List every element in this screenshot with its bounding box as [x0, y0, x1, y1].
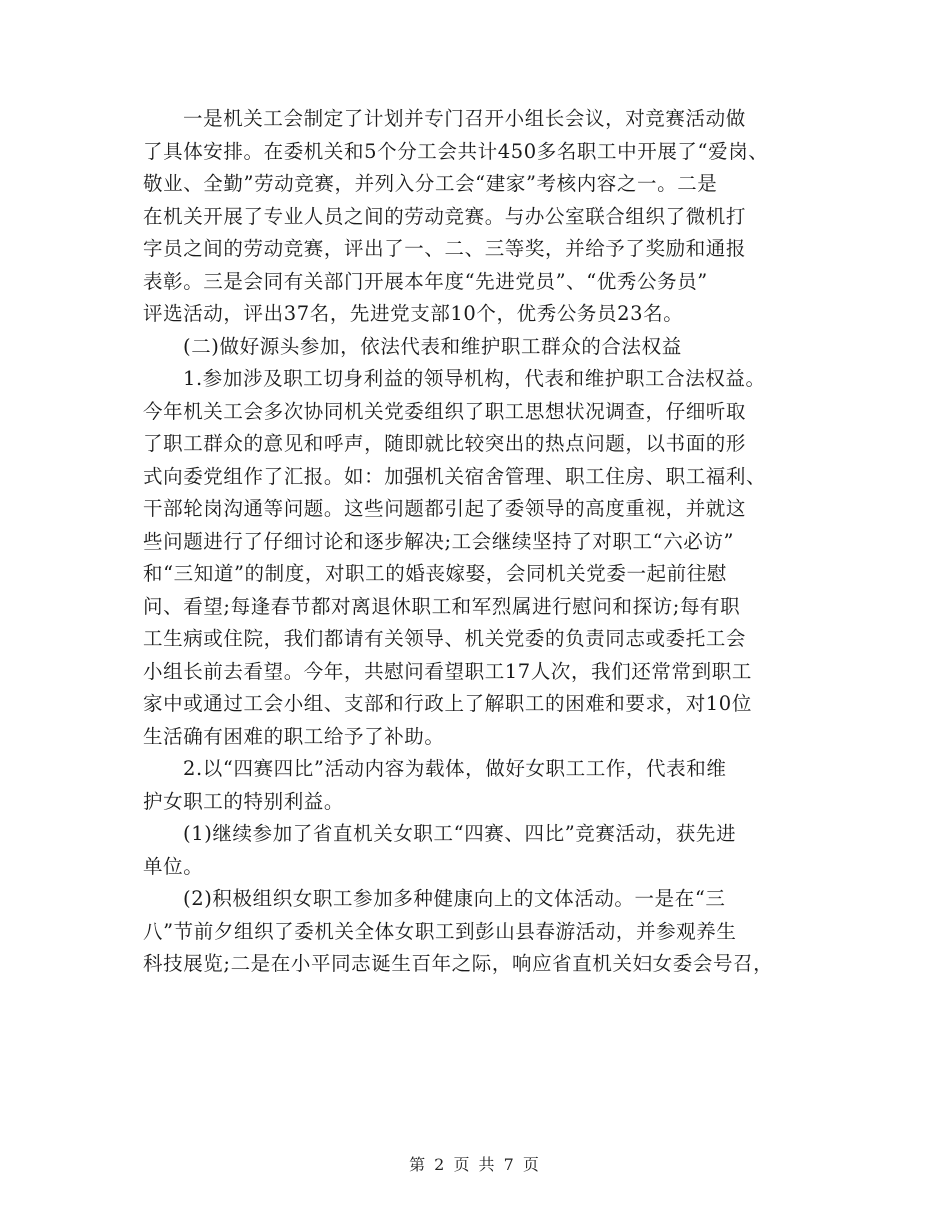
text-line: (2)积极组织女职工参加多种健康向上的文体活动。一是在“三 [183, 887, 726, 910]
text-line: 了职工群众的意见和呼声，随即就比较突出的热点问题，以书面的形 [143, 432, 747, 455]
text-line: 1.参加涉及职工切身利益的领导机构，代表和维护职工合法权益。 [183, 367, 766, 390]
text-line: 字员之间的劳动竞赛，评出了一、二、三等奖，并给予了奖励和通报 [143, 237, 747, 260]
text-line: 问、看望;每逢春节都对离退休职工和军烈属进行慰问和探访;每有职 [143, 594, 741, 618]
text-line: 评选活动，评出37名，先进党支部10个，优秀公务员23名。 [143, 302, 684, 325]
text-line: 表彰。三是会同有关部门开展本年度“先进党员”、“优秀公务员” [143, 269, 708, 293]
text-line: 今年机关工会多次协同机关党委组织了职工思想状况调查，仔细听取 [143, 399, 747, 423]
text-line: 一是机关工会制定了计划并专门召开小组长会议，对竞赛活动做 [183, 107, 746, 130]
text-line: 了具体安排。在委机关和5个分工会共计450多名职工中开展了“爱岗、 [143, 139, 769, 163]
text-line: 敬业、全勤”劳动竞赛，并列入分工会“建家”考核内容之一。二是 [143, 172, 718, 195]
text-line: 科技展览;二是在小平同志诞生百年之际，响应省直机关妇女委会号召， [143, 952, 774, 975]
text-line: 2.以“四赛四比”活动内容为载体，做好女职工工作，代表和维 [183, 757, 727, 780]
section-heading: (二)做好源头参加，依法代表和维护职工群众的合法权益 [183, 334, 682, 358]
text-line: 和“三知道”的制度，对职工的婚丧嫁娶，会同机关党委一起前往慰 [143, 562, 727, 585]
text-line: 小组长前去看望。今年，共慰问看望职工17人次，我们还常常到职工 [143, 659, 752, 683]
text-line: 生活确有困难的职工给予了补助。 [143, 724, 445, 748]
text-line: 工生病或住院，我们都请有关领导、机关党委的负责同志或委托工会 [143, 627, 747, 650]
document-body [143, 103, 843, 981]
text-line: 单位。 [143, 854, 204, 878]
text-line: 干部轮岗沟通等问题。这些问题都引起了委领导的高度重视，并就这 [143, 497, 747, 520]
text-line: (1)继续参加了省直机关女职工“四赛、四比”竞赛活动，获先进 [183, 822, 737, 845]
text-line: 护女职工的特别利益。 [143, 789, 345, 813]
page-number-footer: 第 2 页 共 7 页 [409, 1155, 541, 1174]
text-line: 八”节前夕组织了委机关全体女职工到彭山县春游活动，并参观养生 [143, 919, 737, 943]
text-line: 些问题进行了仔细讨论和逐步解决;工会继续坚持了对职工“六必访” [143, 529, 735, 553]
text-line: 家中或通过工会小组、支部和行政上了解职工的困难和要求，对10位 [143, 692, 752, 715]
text-line: 式向委党组作了汇报。如：加强机关宿舍管理、职工住房、职工福利、 [143, 464, 767, 488]
text-line: 在机关开展了专业人员之间的劳动竞赛。与办公室联合组织了微机打 [143, 204, 747, 228]
